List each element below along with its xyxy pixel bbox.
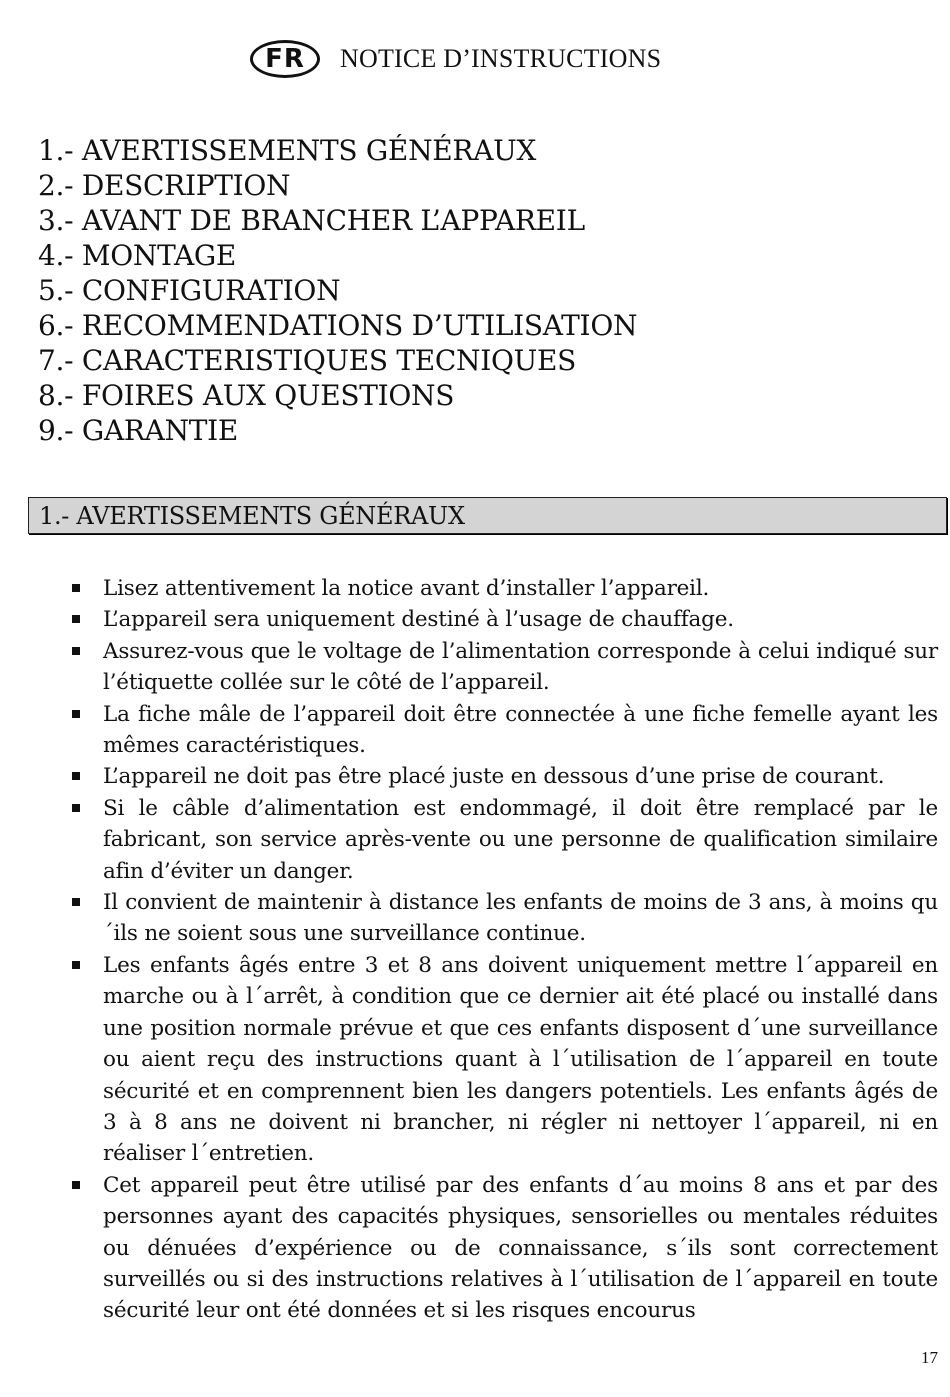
toc-item: 3.- AVANT DE BRANCHER L’APPAREIL (38, 204, 585, 237)
bullet-icon (72, 710, 80, 718)
list-item (68, 573, 938, 604)
toc-item: 8.- FOIRES AUX QUESTIONS (38, 379, 455, 412)
bullet-icon (72, 647, 80, 655)
list-item-text: Lisez attentivement la notice avant d’installer l’appareil. (103, 576, 710, 601)
bullet-icon (72, 772, 80, 780)
list-item-text: Si le câble d’alimentation est endommagé, il doit être remplacé par le fabricant, son service après-vente ou une personne de qualification similaire afin d’éviter un danger. (103, 795, 938, 884)
bullet-icon (72, 961, 80, 969)
table-of-contents (38, 133, 637, 448)
bullet-icon (72, 1181, 80, 1189)
section-heading: 1.- AVERTISSEMENTS GÉNÉRAUX (28, 497, 947, 534)
toc-item: 9.- GARANTIE (38, 414, 239, 447)
bullet-icon (72, 615, 80, 623)
list-item (68, 699, 938, 762)
list-item-text: Les enfants âgés entre 3 et 8 ans doivent uniquement mettre l´appareil en marche ou à l´arrêt, à condition que ce dernier ait été placé ou installé dans une position normale prévue et que ces enfants disposent d´une surveillance ou aient reçu des instructions quant à l´utilisation de l´appareil en toute sécurité et en comprennent bien les dangers potentiels. Les enfants âgés de 3 à 8 ans ne doivent ni brancher, ni régler ni nettoyer l´appareil, ni en réaliser l´entretien. (103, 952, 938, 1167)
toc-item: 5.- CONFIGURATION (38, 274, 341, 307)
toc-item: 2.- DESCRIPTION (38, 169, 291, 202)
list-item (68, 604, 938, 635)
list-item-text: La fiche mâle de l’appareil doit être connectée à une fiche femelle ayant les mêmes caractéristiques. (103, 701, 938, 759)
list-item (68, 1170, 938, 1327)
page-number: 17 (921, 1348, 938, 1367)
list-item-text: L’appareil sera uniquement destiné à l’usage de chauffage. (103, 607, 734, 633)
list-item-text: Assurez-vous que le voltage de l’alimentation corresponde à celui indiqué sur l’étiquette collée sur le côté de l’appareil. (103, 638, 938, 696)
list-item (68, 793, 938, 887)
bullet-icon (72, 584, 80, 592)
toc-item: 1.- AVERTISSEMENTS GÉNÉRAUX (38, 134, 537, 167)
list-item (68, 887, 938, 950)
list-item (68, 950, 938, 1170)
toc-item: 4.- MONTAGE (38, 239, 237, 272)
list-item (68, 761, 938, 792)
list-item-text: L’appareil ne doit pas être placé juste en dessous d’une prise de courant. (103, 764, 885, 790)
page-header (250, 36, 661, 82)
warnings-list (68, 573, 938, 1327)
bullet-icon (72, 898, 80, 906)
language-badge: FR (250, 40, 320, 78)
list-item (68, 636, 938, 699)
list-item-text: Cet appareil peut être utilisé par des enfants d´au moins 8 ans et par des personnes ayant des capacités physiques, sensorielles ou mentales réduites ou dénuées d’expérience ou de connaissance, s´ils sont correctement surveillés ou si des instructions relatives à l´utilisation de l´appareil en toute sécurité leur ont été données et si les risques encourus (103, 1172, 938, 1324)
toc-item: 6.- RECOMMENDATIONS D’UTILISATION (38, 309, 638, 342)
document-title: NOTICE D’INSTRUCTIONS (340, 44, 662, 73)
list-item-text: Il convient de maintenir à distance les enfants de moins de 3 ans, à moins qu´ils ne soient sous une surveillance continue. (103, 890, 938, 947)
toc-item: 7.- CARACTERISTIQUES TECNIQUES (38, 344, 576, 377)
bullet-icon (72, 804, 80, 812)
